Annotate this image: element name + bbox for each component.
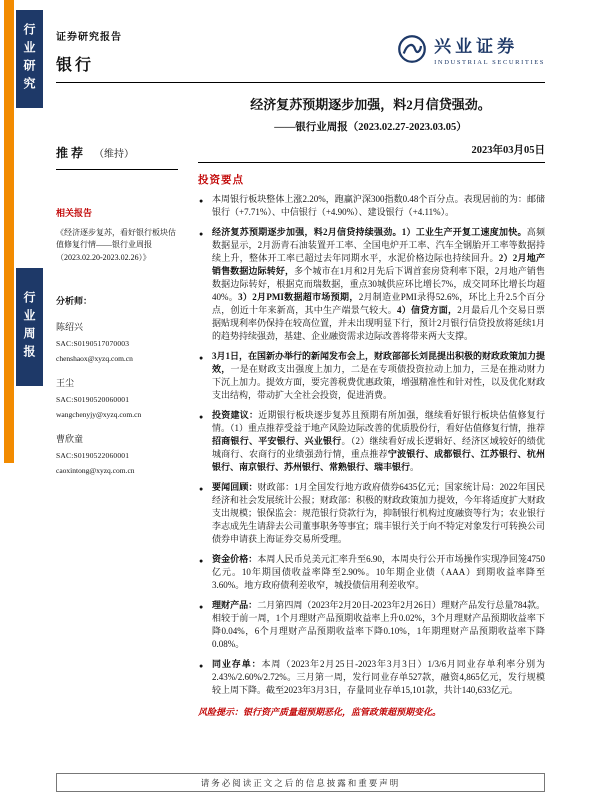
key-point-lead: 资金价格： (212, 554, 258, 564)
header-divider (56, 82, 545, 83)
bullet-marker-icon: ● (199, 413, 204, 421)
key-point-lead: 理财产品： (212, 600, 258, 610)
analysts-list (56, 320, 188, 475)
key-point-text: 多个城市在1月和2月先后下调首套房贷利率下限，2月地产销售数据边际转好，根据克而瑞数据，重点30城供应环比增长7%，成交同环比增长均超40%。 (212, 266, 545, 302)
rating-value: 推荐 (56, 146, 87, 160)
brand-name: 兴业证券 (434, 37, 519, 56)
report-content (56, 0, 545, 800)
report-title: 经济复苏预期逐步加强，料2月信贷强劲。 (250, 97, 491, 112)
brand-subtitle: INDUSTRIAL SECURITIES (434, 59, 545, 66)
key-point-text: 。（2）继续看好成长逻辑好、经济区域较好的绩优城商行、农商行的业绩强劲行情，重点推荐 (212, 436, 545, 459)
related-report-reference[interactable]: 《经济逐步复苏，看好银行板块估值修复行情——银行业周报（2023.02.20-2023.02.26）》 (56, 228, 176, 262)
analyst-entry (56, 320, 188, 363)
analyst-sac-code: SAC:S0190520060001 (56, 395, 130, 405)
analyst-name: 陈绍兴 (56, 322, 84, 333)
brand-text (434, 32, 545, 66)
key-point-lead: 同业存单： (212, 659, 262, 669)
sidebar-industry-weekly-label: 行业周报 (22, 291, 36, 363)
analyst-name: 王尘 (56, 378, 75, 389)
key-point-text: 高频数据显示，2月沥青石油装置开工率、全国电炉开工率、汽车全钢胎开工率等数据持续上升，整体开工率已超过去年同期水平，水泥价格边际也持续回升。 (212, 227, 545, 263)
key-point-text: 2月制造业PMI录得52.6%，环比上升2.5个百分点，创近十年来新高，其中生产端景气较大。 (212, 292, 545, 315)
bullet-marker-icon: ● (199, 662, 204, 670)
sidebar-industry-weekly (16, 268, 43, 386)
key-points-list (198, 193, 545, 697)
report-date: 2023年03月05日 (471, 145, 545, 156)
analyst-sac-code: SAC:S0190517070003 (56, 339, 130, 349)
key-point-lead: 2）2月地产销售数据边际转好， (212, 253, 545, 276)
key-point-text: 二月第四周（2023年2月20日-2023年2月26日）理财产品发行总量784款。相较于前一周，1个月理财产品预期收益率上升0.02%，3个月理财产品预期收益率下降0.04%，6个月理财产品预期收益率下降0.10%，1年期理财产品预期收益率下降0.08%。 (212, 600, 545, 649)
bullet-marker-icon: ● (199, 557, 204, 565)
rating-divider (56, 169, 178, 170)
report-subtitle: ——银行业周报（2023.02.27-2023.03.05） (274, 122, 467, 133)
brand-logo (397, 32, 545, 66)
analyst-entry (56, 432, 188, 475)
key-point-text: 本周银行板块整体上涨2.20%，跑赢沪深300指数0.48个百分点。表现居前的为：邮储银行（+7.71%）、中信银行（+4.90%）、建设银行（+4.11%）。 (212, 194, 545, 217)
key-point-text: 2月最后几个交易日票据贴现利率仍保持在较高位置，并未出现明显下行，预计2月银行信贷投放将延续1月的趋势持续强劲，基建、企业融资需求边际改善将带来两大支撑。 (212, 305, 546, 341)
key-point-item (198, 409, 545, 474)
analyst-email: wangchenyjy@xyzq.com.cn (56, 410, 142, 420)
report-header (56, 0, 545, 75)
key-point-lead: 投资建议： (212, 410, 259, 420)
date-divider (198, 162, 545, 163)
key-point-item (198, 350, 545, 402)
sidebar-industry-research-label: 行业研究 (22, 23, 36, 95)
bullet-marker-icon: ● (199, 485, 204, 493)
key-point-item (198, 226, 545, 343)
bullet-marker-icon: ● (199, 230, 204, 238)
key-point-text: 一是在财政支出强度上加力，二是在专项债投资拉动上加力，三是在推动财力下沉上加力。提效方面，要完善税费优惠政策，增强精准性和针对性，以及优化财政支出结构，带动扩大全社会投资，促进消费。 (212, 364, 546, 400)
left-panel (56, 140, 188, 719)
footer-disclaimer: 请务必阅读正文之后的信息披露和重要声明 (56, 773, 545, 792)
report-header-left (56, 28, 122, 75)
brand-emblem-icon (397, 34, 427, 64)
key-point-lead: 3月1日，在国新办举行的新闻发布会上，财政部部长刘昆提出积极的财政政策加力提效， (212, 351, 546, 374)
key-point-lead: 3）2月PMI数据超市场预期， (238, 292, 359, 302)
main-column (198, 140, 545, 719)
key-point-lead: 要闻回顾： (212, 482, 258, 492)
analyst-sac-code: SAC:S0190522060001 (56, 451, 130, 461)
rating-status: （维持） (94, 149, 135, 160)
report-body (56, 140, 545, 719)
key-point-lead: 4）信贷方面， (396, 305, 458, 315)
key-point-item (198, 599, 545, 651)
key-point-text: 近期银行板块逐步复苏且预期有所加强，继续看好银行板块估值修复行情。（1）重点推荐受益于地产风险边际改善的优质股份行，看好估值修复行情，推荐 (212, 410, 546, 433)
key-point-item (198, 553, 545, 592)
key-point-text: 本周（2023年2月25日-2023年3月3日）1/3/6月同业存单利率分别为2.43%/2.60%/2.72%。三月第一周，发行同业存单527款，融资4,865亿元，发行规模较上周下降。截至2023年3月3日，存量同业存单15,101款，共计140,633亿元。 (212, 659, 545, 695)
sidebar-industry-research (16, 10, 43, 108)
key-point-lead: 宁波银行、成都银行、江苏银行、杭州银行、南京银行、苏州银行、常熟银行、瑞丰银行 (212, 449, 545, 472)
risk-warning (198, 706, 545, 719)
rating-row (56, 144, 188, 162)
key-point-text: 。 (410, 462, 420, 472)
key-point-item (198, 193, 545, 219)
analyst-entry (56, 376, 188, 419)
report-type-label: 证券研究报告 (56, 32, 122, 43)
bullet-marker-icon: ● (199, 603, 204, 611)
key-point-item (198, 658, 545, 697)
risk-warning-text: 银行资产质量超预期恶化，监管政策超预期变化。 (243, 707, 442, 717)
analyst-email: caoxintong@xyzq.com.cn (56, 466, 135, 476)
bullet-marker-icon: ● (199, 197, 204, 205)
related-reports-title: 相关报告 (56, 208, 93, 218)
key-point-text: 财政部：1月全国发行地方政府债券6435亿元；国家统计局：2022年国民经济和社会发展统计公报；财政部：积极的财政政策加力提效，今年将适度扩大财政支出规模；银保监会：规范银行贷款行为，抑制银行机构过度融资等行为；农业银行李志成先生请辞去公司董事职务等事宜；瑞丰银行关于向不特定对象发行可转换公司债券申请获上海证券交易所受理。 (212, 482, 546, 544)
left-accent-bar (4, 0, 14, 463)
risk-warning-label: 风险提示： (198, 707, 244, 717)
key-point-lead: 经济复苏预期逐步加强，料2月信贷持续强劲。1）工业生产开复工速度加快。 (212, 227, 527, 237)
analysts-title: 分析师： (56, 296, 93, 307)
key-point-item (198, 481, 545, 546)
key-point-lead: 招商银行、平安银行、兴业银行 (212, 436, 342, 446)
key-point-text: 本周人民币兑美元汇率升至6.90，本周央行公开市场操作实现净回笼4750亿元。10年期国债收益率降至2.90%。10年期企业债（AAA）到期收益率降至3.60%。地方政府债利差收窄，城投债信用利差收窄。 (212, 554, 545, 590)
analyst-email: chenshaox@xyzq.com.cn (56, 354, 133, 364)
analyst-name: 曹欣童 (56, 434, 84, 445)
title-block (196, 94, 545, 134)
key-points-title: 投资要点 (198, 175, 244, 186)
industry-label: 银行 (56, 57, 95, 74)
bullet-marker-icon: ● (199, 354, 204, 362)
